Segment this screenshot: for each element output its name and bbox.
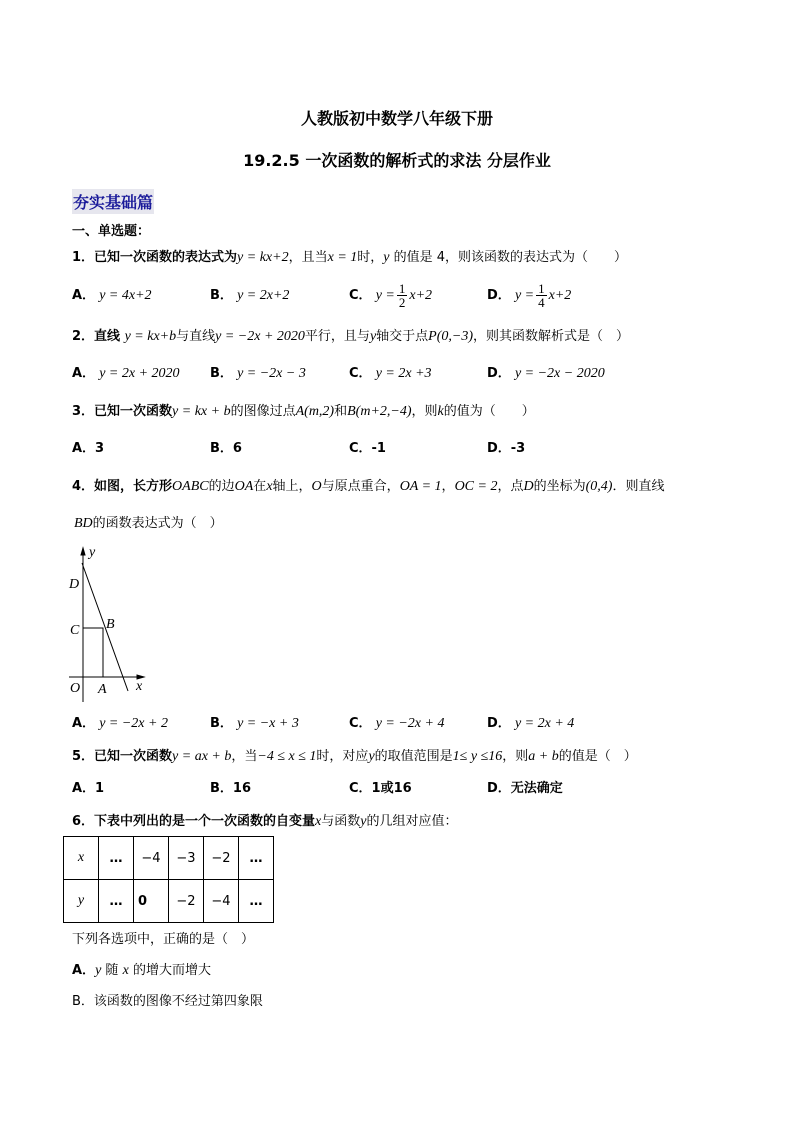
opt-label: D． <box>487 288 511 303</box>
q-text: ， <box>441 479 455 494</box>
math: y <box>360 814 367 829</box>
q-text: 的值为（ ） <box>443 404 535 419</box>
option-a[interactable] <box>72 715 168 733</box>
option-d[interactable]: D．-3 <box>487 441 526 456</box>
q-text: 5．已知一次函数 <box>72 749 173 764</box>
opt-label: A． <box>72 963 96 978</box>
math: y = 4x+2 <box>99 288 152 303</box>
math: y = 2x + 4 <box>514 716 575 731</box>
math: y = 2x + 2020 <box>99 366 180 381</box>
math: y = −2x − 2020 <box>514 366 605 381</box>
table-cell: … <box>99 880 134 923</box>
q-text: 的值是 4，则该函数的表达式为（ ） <box>389 250 628 265</box>
part-heading: 一、单选题： <box>72 224 151 239</box>
math: x+2 <box>548 288 572 303</box>
math: OA <box>234 479 254 494</box>
option-a[interactable]: A．3 <box>72 441 105 456</box>
rectangle-oabc <box>83 628 103 677</box>
q-text: 的几组对应值： <box>366 814 458 829</box>
opt-label: C． <box>349 288 372 303</box>
q-text: 的图像过点 <box>230 404 296 419</box>
label-a: A <box>98 682 107 697</box>
math: 1≤ y ≤16 <box>452 749 503 764</box>
math: x <box>122 963 129 978</box>
numerator: 1 <box>398 281 406 296</box>
math: y = ax + b <box>172 749 232 764</box>
table-row <box>64 837 274 880</box>
math: y = −2x + 2020 <box>215 329 305 344</box>
table-cell: −3 <box>169 837 204 880</box>
denominator: 4 <box>538 295 545 310</box>
table-cell: … <box>239 880 274 923</box>
doc-subtitle: 19.2.5 一次函数的解析式的求法 分层作业 <box>243 151 551 170</box>
math: A(m,2) <box>295 404 335 419</box>
q-text: ，且当 <box>288 250 328 265</box>
q-text: 的坐标为 <box>533 479 586 494</box>
opt-label: B． <box>210 366 233 381</box>
doc-title: 人教版初中数学八年级下册 <box>300 109 493 128</box>
y-arrow-icon <box>81 548 85 555</box>
option-d[interactable]: D．无法确定 <box>487 781 563 796</box>
label-b: B <box>106 617 115 632</box>
q-text: 在 <box>253 479 267 494</box>
math: y = kx+2 <box>237 250 289 265</box>
math: y <box>368 749 375 764</box>
value-table <box>63 836 274 923</box>
option-b[interactable]: B．6 <box>210 441 242 456</box>
opt-label: A． <box>72 366 96 381</box>
math: y = −2x + 4 <box>375 716 445 731</box>
math: y = 2x+2 <box>237 288 290 303</box>
opt-label: D． <box>487 716 511 731</box>
math: OABC <box>172 479 209 494</box>
math: P(0,−3) <box>428 329 473 344</box>
opt-label: C． <box>349 716 372 731</box>
q-text: 3．已知一次函数 <box>72 404 173 419</box>
q-text: 和 <box>334 404 348 419</box>
table-row <box>64 880 274 923</box>
question-6-prompt: 下列各选项中，正确的是（ ） <box>72 932 255 947</box>
q-text: 随 <box>105 963 119 978</box>
math: BD <box>74 516 93 531</box>
math: D <box>523 479 534 494</box>
table-cell: … <box>239 837 274 880</box>
math: B(m+2,−4) <box>347 404 412 419</box>
section-heading: 夯实基础篇 <box>72 189 154 214</box>
math: x <box>266 479 273 494</box>
q-text: ，点 <box>497 479 524 494</box>
math: a + b <box>528 749 559 764</box>
numerator: 1 <box>538 281 545 296</box>
q-text: ，则 <box>411 404 438 419</box>
math: y = −x + 3 <box>237 716 299 731</box>
q-text: ，则 <box>502 749 529 764</box>
math: y = <box>375 288 395 303</box>
table-cell: −4 <box>204 880 239 923</box>
option-c[interactable]: C．-1 <box>349 441 386 456</box>
label-d: D <box>69 577 80 592</box>
q-text: 与函数 <box>321 814 361 829</box>
q-text: 时，对应 <box>316 749 369 764</box>
q-text: 的值是（ ） <box>558 749 637 764</box>
q-text: 的取值范围是 <box>374 749 453 764</box>
q-text: 2．直线 <box>72 329 125 344</box>
q-text: 的函数表达式为（ ） <box>92 516 223 531</box>
line-bd <box>82 563 128 691</box>
math: k <box>437 404 444 419</box>
label-y: y <box>89 545 96 560</box>
q-text: 轴上， <box>272 479 312 494</box>
math: x = 1 <box>327 250 358 265</box>
question-5 <box>72 748 637 766</box>
q-text: 与原点重合， <box>321 479 400 494</box>
option-d[interactable] <box>487 715 574 733</box>
math: O <box>311 479 322 494</box>
math: y = −2x − 3 <box>237 366 306 381</box>
option-b[interactable] <box>210 715 299 733</box>
q-text: 6．下表中列出的是一个一次函数的自变量 <box>72 814 316 829</box>
math: y = −2x + 2 <box>99 716 168 731</box>
math: y <box>383 250 390 265</box>
table-cell: x <box>64 837 99 880</box>
math: y = kx+b <box>124 329 177 344</box>
option-b[interactable]: B．该函数的图像不经过第四象限 <box>72 994 263 1009</box>
q-text: 4．如图，长方形 <box>72 479 173 494</box>
denominator: 2 <box>398 295 406 310</box>
table-cell: … <box>99 837 134 880</box>
table-cell: y <box>64 880 99 923</box>
math: y = <box>514 288 535 303</box>
opt-label: B． <box>210 288 233 303</box>
opt-label: C． <box>349 366 372 381</box>
label-x: x <box>136 679 143 694</box>
math: y = kx + b <box>172 404 231 419</box>
table-cell: −4 <box>134 837 169 880</box>
opt-label: D． <box>487 366 511 381</box>
q-text: 平行，且与 <box>304 329 370 344</box>
math: x <box>315 814 322 829</box>
option-b[interactable]: B．16 <box>210 781 251 796</box>
math: y <box>369 329 377 344</box>
math: y <box>95 963 102 978</box>
math: y = 2x +3 <box>375 366 432 381</box>
option-c[interactable]: C．1或16 <box>349 781 412 796</box>
q-text: 与直线 <box>176 329 216 344</box>
table-cell: −2 <box>204 837 239 880</box>
math: x+2 <box>409 288 433 303</box>
opt-label: B． <box>210 716 233 731</box>
table-cell: 0 <box>134 880 169 923</box>
q-text: 时， <box>357 250 384 265</box>
math: OA = 1 <box>399 479 442 494</box>
q-text: 轴交于点 <box>376 329 429 344</box>
option-a[interactable] <box>72 962 211 980</box>
opt-label: A． <box>72 288 96 303</box>
label-c: C <box>70 623 80 638</box>
math: OC = 2 <box>454 479 498 494</box>
q-text: 的边 <box>208 479 235 494</box>
label-o: O <box>70 681 81 696</box>
math: −4 ≤ x ≤ 1 <box>257 749 317 764</box>
opt-label: A． <box>72 716 96 731</box>
question-6 <box>72 813 458 831</box>
q-text: ，则其函数解析式是（ ） <box>473 329 630 344</box>
option-a[interactable]: A．1 <box>72 781 105 796</box>
option-c[interactable] <box>349 715 444 733</box>
q-text: ．则直线 <box>612 479 665 494</box>
table-cell: −2 <box>169 880 204 923</box>
math: (0,4) <box>585 479 613 494</box>
q-text: ，当 <box>231 749 258 764</box>
q-text: 的增大而增大 <box>132 963 211 978</box>
q-text: 1．已知一次函数的表达式为 <box>72 250 238 265</box>
